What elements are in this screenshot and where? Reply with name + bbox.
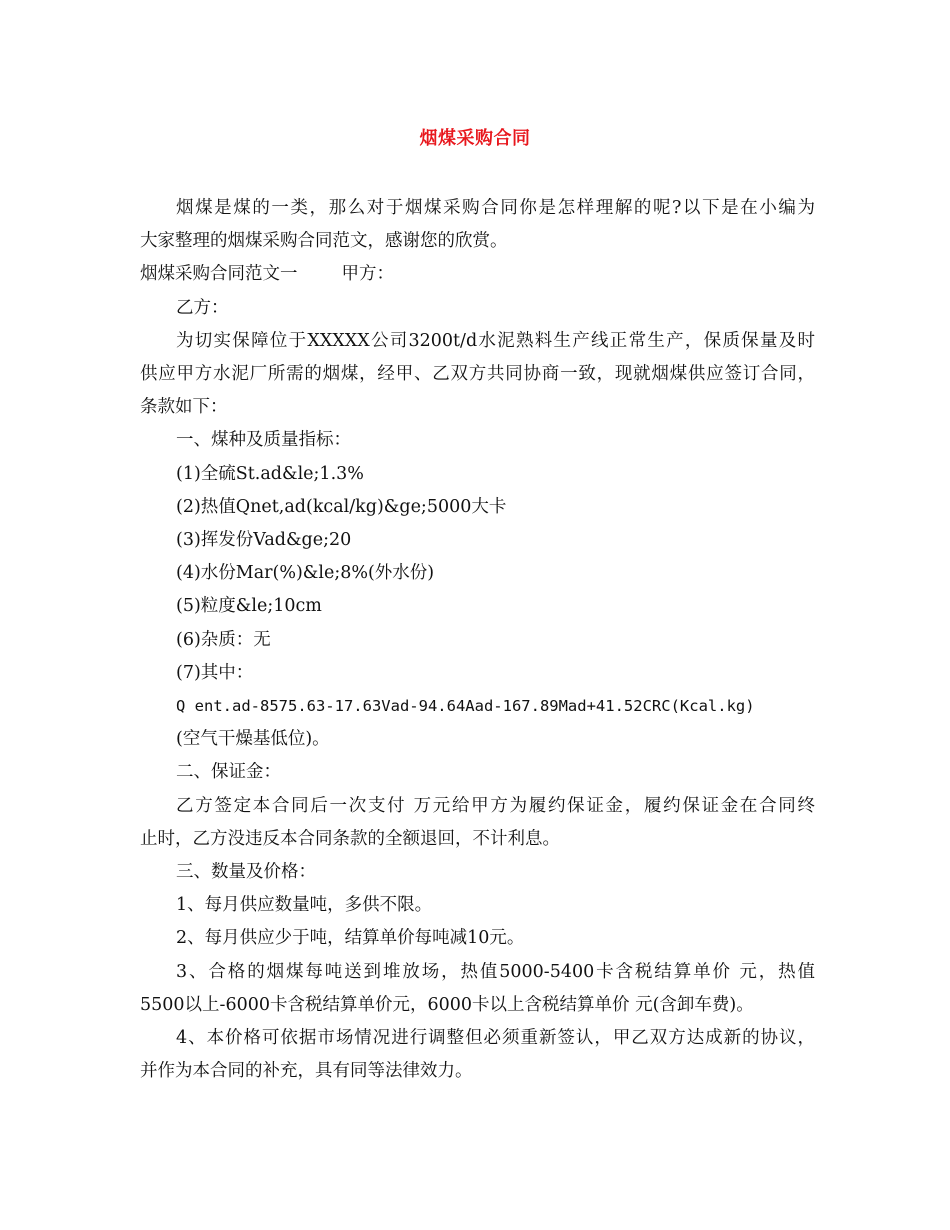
quantity-item-3-line-2: 5500以上-6000卡含税结算单价元，6000卡以上含税结算单价 元(含卸车费)。 xyxy=(140,994,754,1015)
section-2-title: 二、保证金： xyxy=(176,762,281,783)
sample-heading-row xyxy=(140,258,815,291)
quality-item-1: (1)全硫St.ad&le;1.3% xyxy=(176,463,364,484)
party-a-label: 甲方： xyxy=(341,264,394,285)
intro-line-2: 大家整理的烟煤采购合同范文，感谢您的欣赏。 xyxy=(140,231,508,252)
deposit-line-1: 乙方签定本合同后一次支付 万元给甲方为履约保证金，履约保证金在合同终 xyxy=(176,795,815,816)
quantity-item-4-line-1: 4、本价格可依据市场情况进行调整但必须重新签认，甲乙双方达成新的协议， xyxy=(176,1028,815,1049)
purpose-line-2: 供应甲方水泥厂所需的烟煤，经甲、乙双方共同协商一致，现就烟煤供应签订合同， xyxy=(140,364,815,385)
quantity-item-2: 2、每月供应少于吨，结算单价每吨减10元。 xyxy=(176,928,525,949)
document-title: 烟煤采购合同 xyxy=(419,128,531,149)
quantity-item-4-line-2: 并作为本合同的补充，具有同等法律效力。 xyxy=(140,1061,473,1082)
section-1-title: 一、煤种及质量指标： xyxy=(176,430,351,451)
heat-value-formula: Q ent.ad-8575.63-17.63Vad-94.64Aad-167.89Mad+41.52CRC(Kcal.kg) xyxy=(176,697,755,716)
formula-note: (空气干燥基低位)。 xyxy=(176,729,330,750)
quality-item-7: (7)其中： xyxy=(176,662,254,683)
quantity-item-3-line-1: 3、合格的烟煤每吨送到堆放场，热值5000-5400卡含税结算单价 元，热值 xyxy=(176,961,815,982)
party-b-label: 乙方： xyxy=(176,297,229,318)
purpose-line-3: 条款如下： xyxy=(140,397,228,418)
purpose-line-1: 为切实保障位于XXXXX公司3200t/d水泥熟料生产线正常生产，保质保量及时 xyxy=(176,330,815,351)
sample-heading: 烟煤采购合同范文一 xyxy=(140,264,298,285)
quality-item-4: (4)水份Mar(%)&le;8%(外水份) xyxy=(176,563,435,584)
intro-line-1: 烟煤是煤的一类，那么对于烟煤采购合同你是怎样理解的呢?以下是在小编为 xyxy=(176,198,815,218)
quality-item-6: (6)杂质：无 xyxy=(176,629,271,650)
document-body xyxy=(140,192,815,1088)
quality-item-3: (3)挥发份Vad&ge;20 xyxy=(176,530,352,551)
quantity-item-1: 1、每月供应数量吨，多供不限。 xyxy=(176,895,433,916)
deposit-line-2: 止时，乙方没违反本合同条款的全额退回，不计利息。 xyxy=(140,828,560,849)
quality-item-2: (2)热值Qnet,ad(kcal/kg)&ge;5000大卡 xyxy=(176,496,507,517)
quality-item-5: (5)粒度&le;10cm xyxy=(176,596,322,617)
section-3-title: 三、数量及价格： xyxy=(176,862,316,883)
